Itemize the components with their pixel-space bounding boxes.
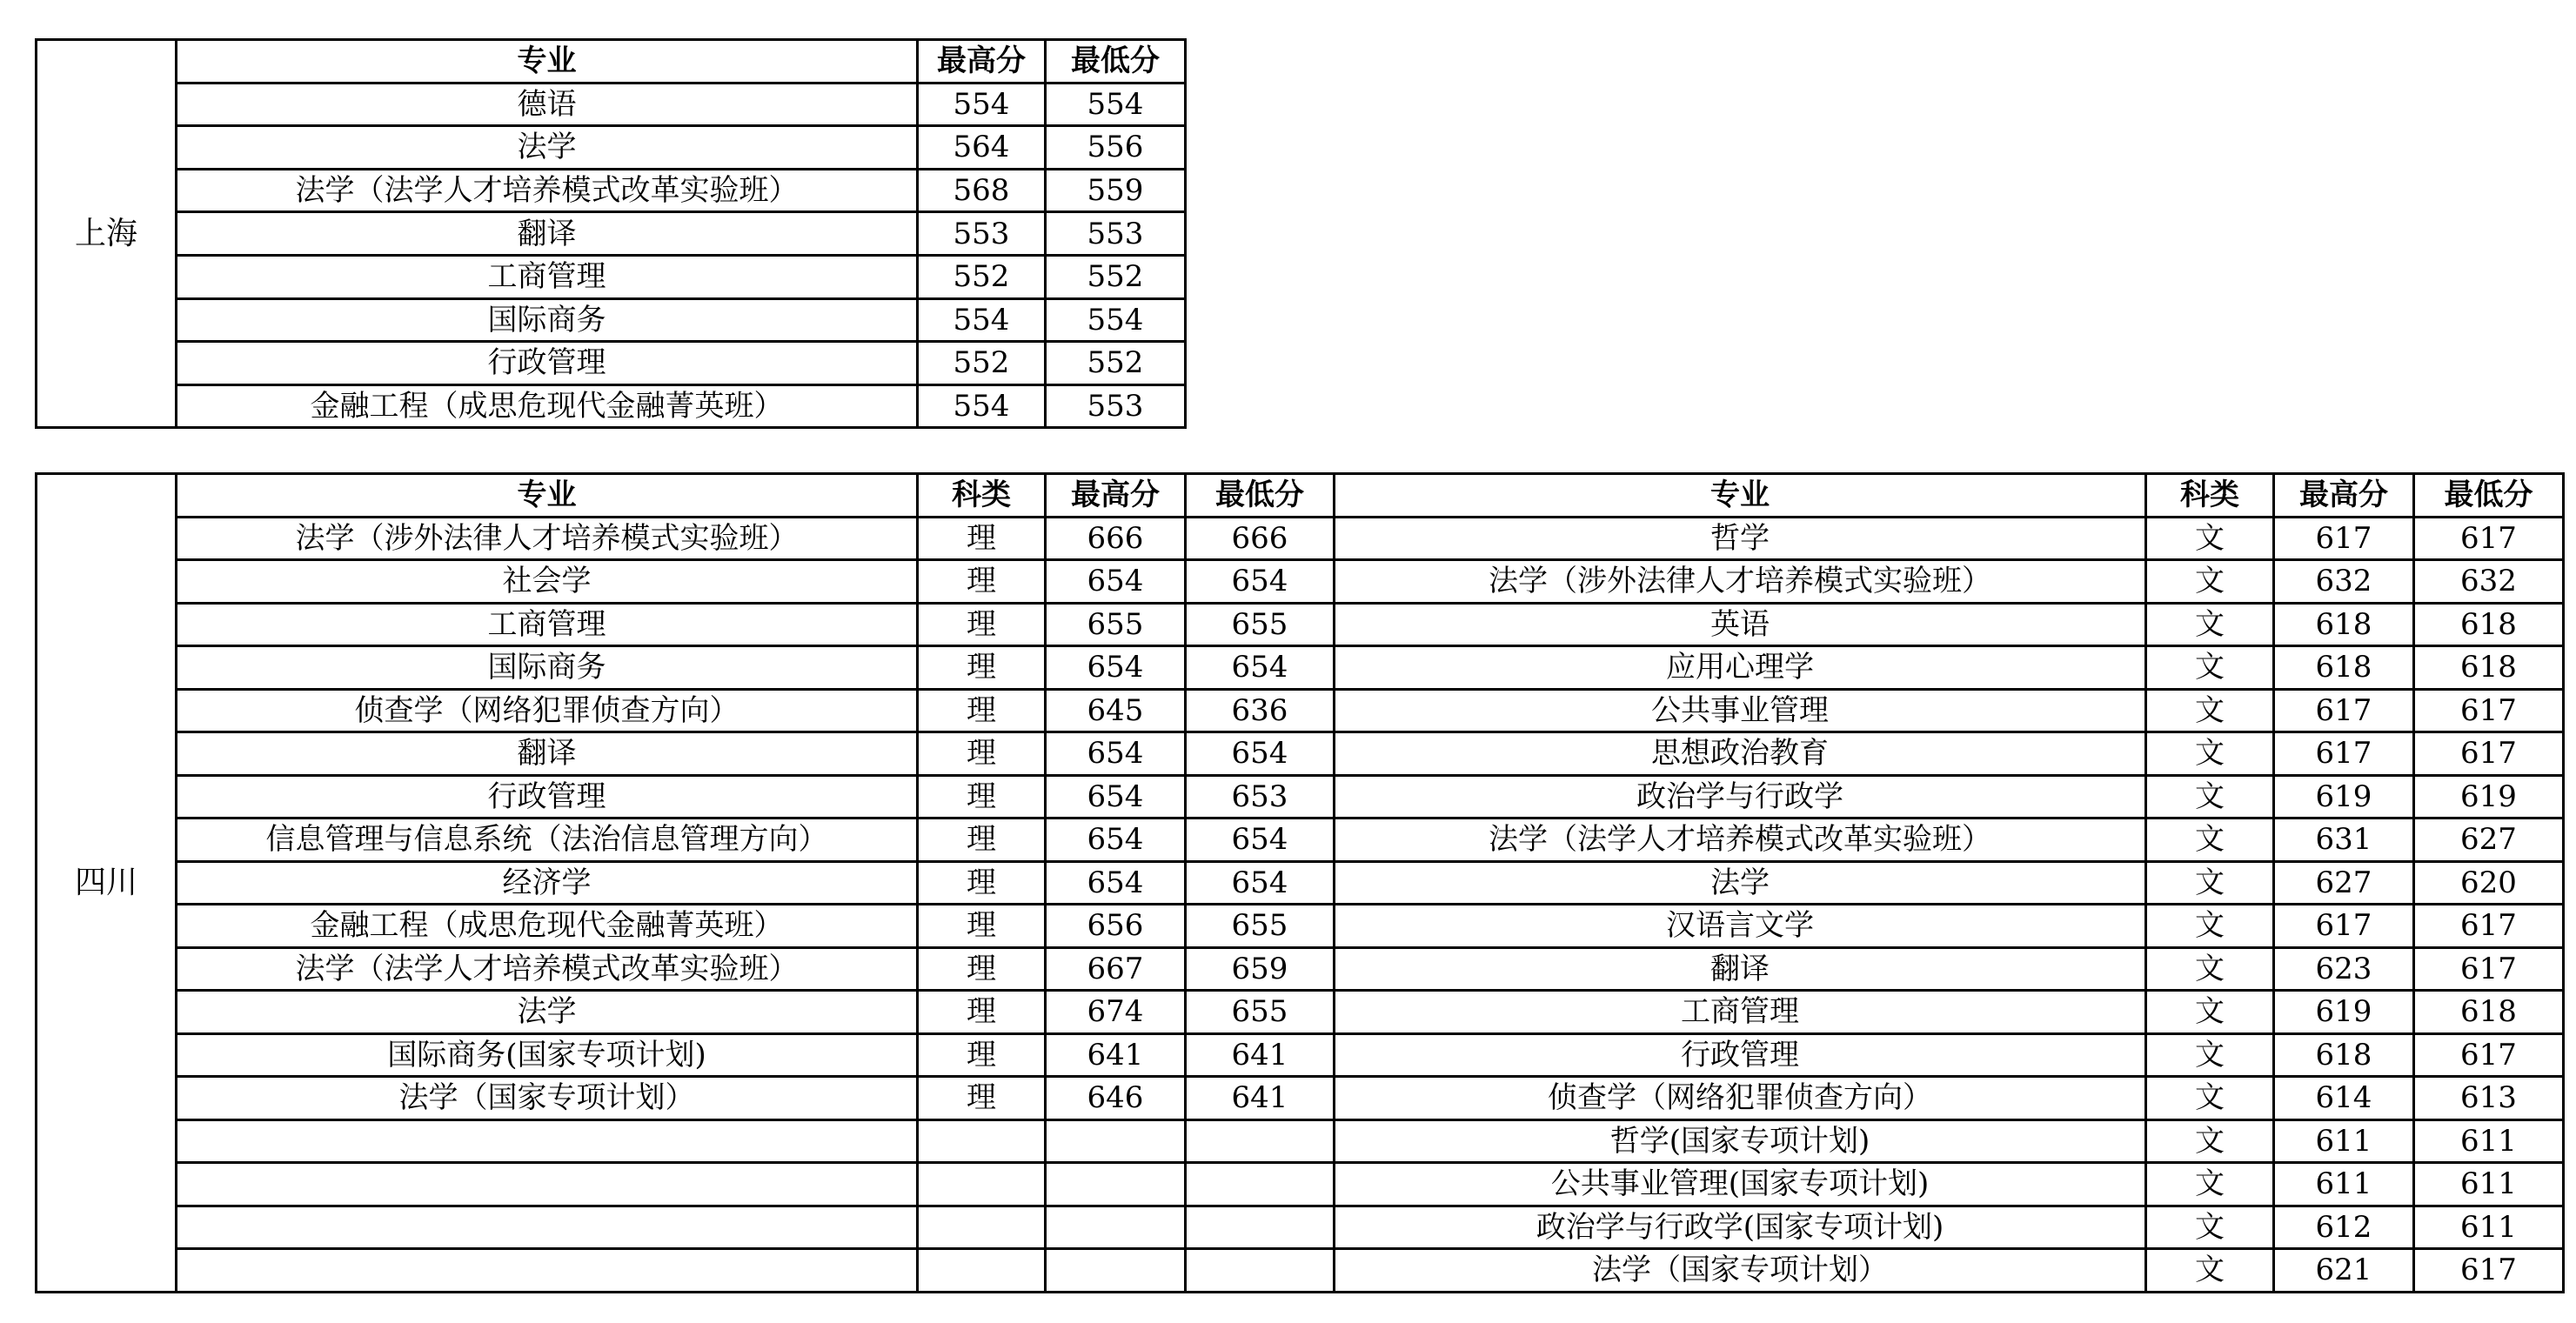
- category-cell: 理: [918, 775, 1046, 819]
- table-row: [37, 1077, 2564, 1120]
- max-score-cell: 641: [1046, 1033, 1186, 1077]
- max-score-cell: 654: [1046, 560, 1186, 604]
- table-row: [37, 1163, 2564, 1206]
- min-score-cell: 552: [1046, 342, 1186, 385]
- max-score-cell: 654: [1046, 732, 1186, 776]
- header-major: 专业: [1335, 474, 2146, 518]
- max-score-cell: 554: [918, 384, 1046, 428]
- category-cell: 理: [918, 689, 1046, 732]
- table-row: [37, 775, 2564, 819]
- min-score-cell: 617: [2414, 1033, 2564, 1077]
- category-cell: 文: [2146, 991, 2274, 1034]
- major-cell: [177, 1206, 918, 1249]
- major-cell: 法学: [177, 126, 918, 170]
- max-score-cell: 627: [2274, 861, 2414, 905]
- major-cell: 哲学: [1335, 517, 2146, 560]
- min-score-cell: 559: [1046, 169, 1186, 212]
- header-max-score: 最高分: [1046, 474, 1186, 518]
- category-cell: 文: [2146, 603, 2274, 646]
- max-score-cell: 667: [1046, 947, 1186, 991]
- category-cell: 理: [918, 905, 1046, 948]
- min-score-cell: 627: [2414, 819, 2564, 862]
- major-cell: 应用心理学: [1335, 646, 2146, 690]
- major-cell: 汉语言文学: [1335, 905, 2146, 948]
- major-cell: 行政管理: [1335, 1033, 2146, 1077]
- major-cell: [177, 1249, 918, 1293]
- header-min-score: 最低分: [1046, 40, 1186, 84]
- category-cell: 理: [918, 560, 1046, 604]
- table-header-row: [37, 474, 2564, 518]
- category-cell: 文: [2146, 517, 2274, 560]
- major-cell: 翻译: [1335, 947, 2146, 991]
- table-row: [37, 517, 2564, 560]
- header-category: 科类: [2146, 474, 2274, 518]
- max-score-cell: 617: [2274, 905, 2414, 948]
- max-score-cell: [1046, 1249, 1186, 1293]
- min-score-cell: [1186, 1206, 1335, 1249]
- min-score-cell: 611: [2414, 1163, 2564, 1206]
- major-cell: 德语: [177, 83, 918, 126]
- category-cell: 文: [2146, 1077, 2274, 1120]
- table-row: [37, 689, 2564, 732]
- min-score-cell: 618: [2414, 991, 2564, 1034]
- max-score-cell: 614: [2274, 1077, 2414, 1120]
- major-cell: 政治学与行政学: [1335, 775, 2146, 819]
- min-score-cell: 611: [2414, 1119, 2564, 1163]
- category-cell: 理: [918, 1077, 1046, 1120]
- max-score-cell: 654: [1046, 646, 1186, 690]
- min-score-cell: 641: [1186, 1033, 1335, 1077]
- major-cell: 翻译: [177, 212, 918, 256]
- min-score-cell: 553: [1046, 384, 1186, 428]
- table-row: [37, 732, 2564, 776]
- min-score-cell: 654: [1186, 560, 1335, 604]
- min-score-cell: 636: [1186, 689, 1335, 732]
- major-cell: 侦查学（网络犯罪侦查方向）: [177, 689, 918, 732]
- major-cell: [177, 1119, 918, 1163]
- major-cell: 行政管理: [177, 775, 918, 819]
- category-cell: 文: [2146, 689, 2274, 732]
- max-score-cell: [1046, 1206, 1186, 1249]
- category-cell: 文: [2146, 775, 2274, 819]
- min-score-cell: 617: [2414, 689, 2564, 732]
- major-cell: 法学: [1335, 861, 2146, 905]
- major-cell: 政治学与行政学(国家专项计划): [1335, 1206, 2146, 1249]
- table-row: [37, 947, 2564, 991]
- min-score-cell: 654: [1186, 819, 1335, 862]
- max-score-cell: 623: [2274, 947, 2414, 991]
- min-score-cell: 659: [1186, 947, 1335, 991]
- max-score-cell: 646: [1046, 1077, 1186, 1120]
- min-score-cell: 641: [1186, 1077, 1335, 1120]
- major-cell: 法学（涉外法律人才培养模式实验班）: [1335, 560, 2146, 604]
- max-score-cell: 554: [918, 83, 1046, 126]
- table-row: [37, 1119, 2564, 1163]
- major-cell: 法学（国家专项计划）: [1335, 1249, 2146, 1293]
- min-score-cell: 613: [2414, 1077, 2564, 1120]
- category-cell: 理: [918, 947, 1046, 991]
- major-cell: 金融工程（成思危现代金融菁英班）: [177, 384, 918, 428]
- category-cell: 文: [2146, 905, 2274, 948]
- table-row: [37, 298, 1186, 342]
- table-row: [37, 126, 1186, 170]
- max-score-cell: 618: [2274, 1033, 2414, 1077]
- max-score-cell: 611: [2274, 1119, 2414, 1163]
- category-cell: 理: [918, 861, 1046, 905]
- major-cell: [177, 1163, 918, 1206]
- major-cell: 国际商务: [177, 646, 918, 690]
- major-cell: 行政管理: [177, 342, 918, 385]
- min-score-cell: 653: [1186, 775, 1335, 819]
- max-score-cell: [1046, 1163, 1186, 1206]
- region-label: 上海: [37, 40, 177, 428]
- header-max-score: 最高分: [2274, 474, 2414, 518]
- max-score-cell: 656: [1046, 905, 1186, 948]
- major-cell: 信息管理与信息系统（法治信息管理方向）: [177, 819, 918, 862]
- table-row: [37, 1033, 2564, 1077]
- table-row: [37, 1249, 2564, 1293]
- major-cell: 工商管理: [177, 255, 918, 298]
- min-score-cell: 654: [1186, 861, 1335, 905]
- min-score-cell: 617: [2414, 517, 2564, 560]
- category-cell: [918, 1206, 1046, 1249]
- min-score-cell: 654: [1186, 646, 1335, 690]
- major-cell: 英语: [1335, 603, 2146, 646]
- max-score-cell: 612: [2274, 1206, 2414, 1249]
- category-cell: [918, 1249, 1046, 1293]
- major-cell: 工商管理: [177, 603, 918, 646]
- category-cell: 理: [918, 603, 1046, 646]
- major-cell: 经济学: [177, 861, 918, 905]
- min-score-cell: 617: [2414, 905, 2564, 948]
- header-max-score: 最高分: [918, 40, 1046, 84]
- major-cell: 工商管理: [1335, 991, 2146, 1034]
- min-score-cell: 554: [1046, 298, 1186, 342]
- table-row: [37, 342, 1186, 385]
- header-major: 专业: [177, 474, 918, 518]
- category-cell: 理: [918, 1033, 1046, 1077]
- max-score-cell: 617: [2274, 689, 2414, 732]
- category-cell: [918, 1163, 1046, 1206]
- category-cell: 理: [918, 991, 1046, 1034]
- table-header-row: [37, 40, 1186, 84]
- major-cell: 公共事业管理(国家专项计划): [1335, 1163, 2146, 1206]
- region-label: 四川: [37, 474, 177, 1293]
- max-score-cell: 621: [2274, 1249, 2414, 1293]
- min-score-cell: 618: [2414, 646, 2564, 690]
- header-min-score: 最低分: [2414, 474, 2564, 518]
- category-cell: 文: [2146, 1033, 2274, 1077]
- header-min-score: 最低分: [1186, 474, 1335, 518]
- min-score-cell: 617: [2414, 947, 2564, 991]
- major-cell: 法学: [177, 991, 918, 1034]
- min-score-cell: 611: [2414, 1206, 2564, 1249]
- major-cell: 侦查学（网络犯罪侦查方向）: [1335, 1077, 2146, 1120]
- category-cell: [918, 1119, 1046, 1163]
- header-category: 科类: [918, 474, 1046, 518]
- max-score-cell: 666: [1046, 517, 1186, 560]
- max-score-cell: [1046, 1119, 1186, 1163]
- min-score-cell: 620: [2414, 861, 2564, 905]
- min-score-cell: 618: [2414, 603, 2564, 646]
- category-cell: 文: [2146, 1163, 2274, 1206]
- table-row: [37, 169, 1186, 212]
- min-score-cell: 554: [1046, 83, 1186, 126]
- min-score-cell: [1186, 1163, 1335, 1206]
- category-cell: 理: [918, 819, 1046, 862]
- min-score-cell: 666: [1186, 517, 1335, 560]
- category-cell: 理: [918, 517, 1046, 560]
- table-row: [37, 646, 2564, 690]
- max-score-cell: 568: [918, 169, 1046, 212]
- min-score-cell: 654: [1186, 732, 1335, 776]
- min-score-cell: [1186, 1249, 1335, 1293]
- major-cell: 金融工程（成思危现代金融菁英班）: [177, 905, 918, 948]
- table-row: [37, 560, 2564, 604]
- max-score-cell: 654: [1046, 775, 1186, 819]
- max-score-cell: 674: [1046, 991, 1186, 1034]
- max-score-cell: 619: [2274, 991, 2414, 1034]
- min-score-cell: [1186, 1119, 1335, 1163]
- shanghai-score-table: [35, 38, 1187, 429]
- category-cell: 文: [2146, 861, 2274, 905]
- major-cell: 法学（法学人才培养模式改革实验班）: [177, 169, 918, 212]
- major-cell: 思想政治教育: [1335, 732, 2146, 776]
- min-score-cell: 655: [1186, 905, 1335, 948]
- max-score-cell: 654: [1046, 819, 1186, 862]
- major-cell: 翻译: [177, 732, 918, 776]
- max-score-cell: 552: [918, 255, 1046, 298]
- table-row: [37, 1206, 2564, 1249]
- major-cell: 法学（涉外法律人才培养模式实验班）: [177, 517, 918, 560]
- max-score-cell: 655: [1046, 603, 1186, 646]
- min-score-cell: 655: [1186, 603, 1335, 646]
- category-cell: 文: [2146, 1119, 2274, 1163]
- max-score-cell: 554: [918, 298, 1046, 342]
- table-row: [37, 603, 2564, 646]
- min-score-cell: 553: [1046, 212, 1186, 256]
- sichuan-score-table: [35, 472, 2565, 1293]
- max-score-cell: 564: [918, 126, 1046, 170]
- header-major: 专业: [177, 40, 918, 84]
- major-cell: 国际商务: [177, 298, 918, 342]
- max-score-cell: 618: [2274, 646, 2414, 690]
- table-row: [37, 991, 2564, 1034]
- major-cell: 国际商务(国家专项计划): [177, 1033, 918, 1077]
- table-row: [37, 384, 1186, 428]
- table-row: [37, 905, 2564, 948]
- category-cell: 文: [2146, 1206, 2274, 1249]
- major-cell: 社会学: [177, 560, 918, 604]
- table-row: [37, 212, 1186, 256]
- max-score-cell: 611: [2274, 1163, 2414, 1206]
- category-cell: 文: [2146, 947, 2274, 991]
- min-score-cell: 655: [1186, 991, 1335, 1034]
- min-score-cell: 552: [1046, 255, 1186, 298]
- min-score-cell: 632: [2414, 560, 2564, 604]
- max-score-cell: 553: [918, 212, 1046, 256]
- table-row: [37, 819, 2564, 862]
- max-score-cell: 617: [2274, 732, 2414, 776]
- category-cell: 文: [2146, 646, 2274, 690]
- max-score-cell: 618: [2274, 603, 2414, 646]
- min-score-cell: 617: [2414, 732, 2564, 776]
- major-cell: 法学（法学人才培养模式改革实验班）: [177, 947, 918, 991]
- table-row: [37, 861, 2564, 905]
- category-cell: 理: [918, 646, 1046, 690]
- max-score-cell: 645: [1046, 689, 1186, 732]
- category-cell: 文: [2146, 732, 2274, 776]
- category-cell: 文: [2146, 1249, 2274, 1293]
- major-cell: 公共事业管理: [1335, 689, 2146, 732]
- max-score-cell: 619: [2274, 775, 2414, 819]
- max-score-cell: 552: [918, 342, 1046, 385]
- category-cell: 文: [2146, 819, 2274, 862]
- major-cell: 哲学(国家专项计划): [1335, 1119, 2146, 1163]
- min-score-cell: 556: [1046, 126, 1186, 170]
- category-cell: 文: [2146, 560, 2274, 604]
- category-cell: 理: [918, 732, 1046, 776]
- major-cell: 法学（国家专项计划）: [177, 1077, 918, 1120]
- major-cell: 法学（法学人才培养模式改革实验班）: [1335, 819, 2146, 862]
- max-score-cell: 631: [2274, 819, 2414, 862]
- max-score-cell: 632: [2274, 560, 2414, 604]
- min-score-cell: 617: [2414, 1249, 2564, 1293]
- max-score-cell: 617: [2274, 517, 2414, 560]
- table-row: [37, 255, 1186, 298]
- max-score-cell: 654: [1046, 861, 1186, 905]
- table-row: [37, 83, 1186, 126]
- min-score-cell: 619: [2414, 775, 2564, 819]
